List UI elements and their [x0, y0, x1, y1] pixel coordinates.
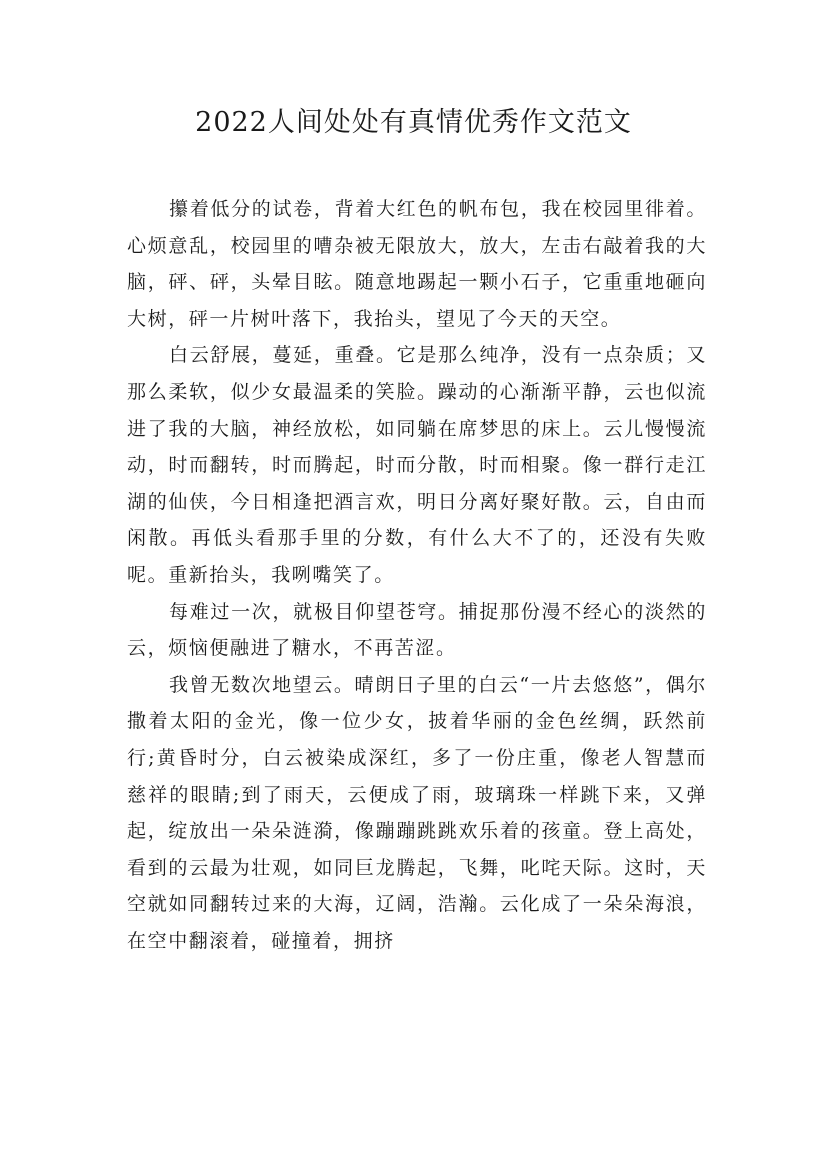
paragraph-4: 我曾无数次地望云。晴朗日子里的白云“一片去悠悠”，偶尔撒着太阳的金光，像一位少女，披着华丽的金色丝绸，跃然前行;黄昏时分，白云被染成深红，多了一份庄重，像老人智慧而慈祥的眼睛;到了雨天，云便成了雨，玻璃珠一样跳下来，又弹起，绽放出一朵朵涟漪，像蹦蹦跳跳欢乐着的孩童。登上高处，看到的云最为壮观，如同巨龙腾起，飞舞，叱咤天际。这时，天空就如同翻转过来的大海，辽阔，浩瀚。云化成了一朵朵海浪，在空中翻滚着，碰撞着，拥挤: [127, 673, 707, 952]
document-body: [127, 191, 707, 959]
paragraph-2: 白云舒展，蔓延，重叠。它是那么纯净，没有一点杂质；又那么柔软，似少女最温柔的笑脸。躁动的心渐渐平静，云也似流进了我的大脑，神经放松，如同躺在席梦思的床上。云儿慢慢流动，时而翻转，时而腾起，时而分散，时而相聚。像一群行走江湖的仙侠，今日相逢把酒言欢，明日分离好聚好散。云，自由而闲散。再低头看那手里的分数，有什么大不了的，还没有失败呢。重新抬头，我咧嘴笑了。: [127, 344, 707, 586]
paragraph-1: 攥着低分的试卷，背着大红色的帆布包，我在校园里徘着。心烦意乱，校园里的嘈杂被无限放大，放大，左击右敲着我的大脑，砰、砰，头晕目眩。随意地踢起一颗小石子，它重重地砸向大树，砰一片树叶落下，我抬头，望见了今天的天空。: [127, 198, 707, 330]
paragraph-3: 每难过一次，就极目仰望苍穹。捕捉那份漫不经心的淡然的云，烦恼便融进了糖水，不再苦涩。: [127, 600, 707, 660]
document-title: 2022人间处处有真情优秀作文范文: [195, 107, 632, 138]
